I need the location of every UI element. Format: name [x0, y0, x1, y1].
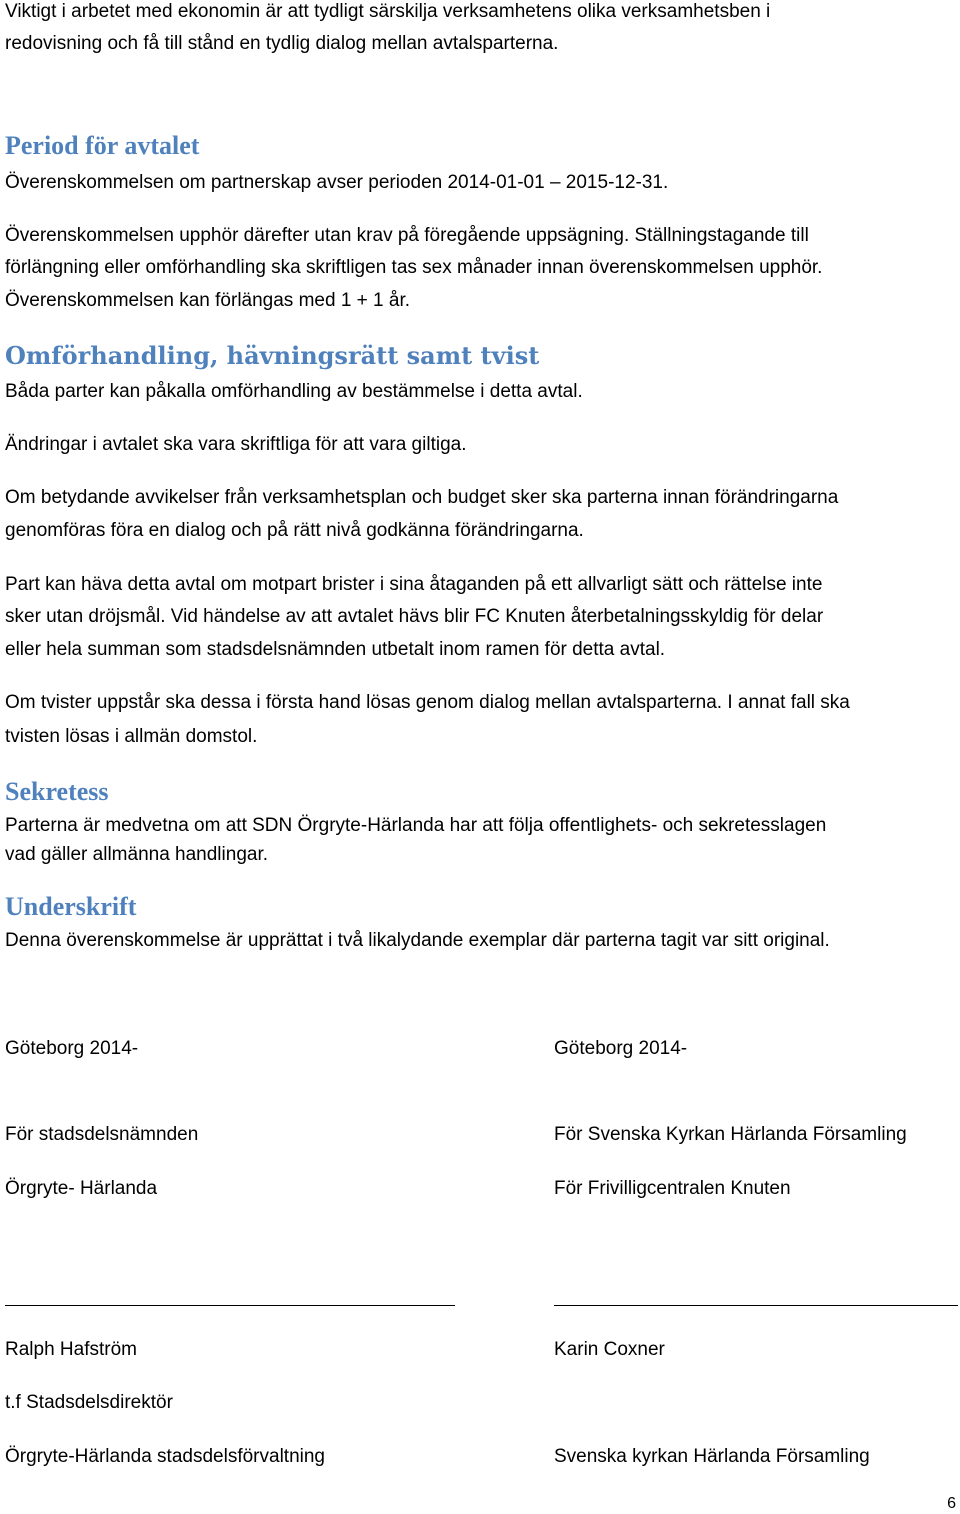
renegotiation-paragraph-4-line-1: Part kan häva detta avtal om motpart brister i sina åtaganden på ett allvarligt sätt och rättelse inte	[5, 574, 823, 595]
left-signer-title: t.f Stadsdelsdirektör	[5, 1392, 173, 1413]
period-paragraph-2-line-1: Överenskommelsen upphör därefter utan krav på föregående uppsägning. Ställningstagande till	[5, 225, 809, 246]
intro-line-1: Viktigt i arbetet med ekonomin är att tydligt särskilja verksamhetens olika verksamhetsben i	[5, 1, 771, 22]
intro-line-2: redovisning och få till stånd en tydlig dialog mellan avtalsparterna.	[5, 33, 559, 54]
signature-text: Denna överenskommelse är upprättat i två likalydande exemplar där parterna tagit var sitt original.	[5, 930, 830, 951]
renegotiation-paragraph-1: Båda parter kan påkalla omförhandling av bestämmelse i detta avtal.	[5, 381, 583, 402]
renegotiation-paragraph-4-line-3: eller hela summan som stadsdelsnämnden utbetalt inom ramen för detta avtal.	[5, 639, 666, 660]
left-signer-name: Ralph Hafström	[5, 1339, 137, 1360]
renegotiation-paragraph-3-line-2: genomföras föra en dialog och på rätt nivå godkänna förändringarna.	[5, 520, 584, 541]
right-signature-line	[554, 1305, 958, 1306]
renegotiation-paragraph-4-line-2: sker utan dröjsmål. Vid händelse av att avtalet hävs blir FC Knuten återbetalningsskyldig för delar	[5, 606, 824, 627]
left-for-line-2: Örgryte- Härlanda	[5, 1178, 158, 1199]
left-signature-line	[5, 1305, 455, 1306]
left-for-line-1: För stadsdelsnämnden	[5, 1124, 199, 1145]
right-for-line-2: För Frivilligcentralen Knuten	[554, 1178, 791, 1199]
heading-renegotiation: Omförhandling, hävningsrätt samt tvist	[5, 341, 540, 370]
right-signer-name: Karin Coxner	[554, 1339, 665, 1360]
renegotiation-paragraph-5-line-2: tvisten lösas i allmän domstol.	[5, 726, 258, 747]
heading-secrecy: Sekretess	[5, 777, 109, 806]
right-place-date: Göteborg 2014-	[554, 1038, 688, 1059]
period-paragraph-2-line-3: Överenskommelsen kan förlängas med 1 + 1 år.	[5, 290, 411, 311]
heading-signature: Underskrift	[5, 892, 137, 921]
left-place-date: Göteborg 2014-	[5, 1038, 139, 1059]
page-number: 6	[947, 1495, 956, 1512]
right-signer-org: Svenska kyrkan Härlanda Församling	[554, 1446, 870, 1467]
renegotiation-paragraph-5-line-1: Om tvister uppstår ska dessa i första hand lösas genom dialog mellan avtalsparterna. I annat fall ska	[5, 692, 850, 713]
period-paragraph-1: Överenskommelsen om partnerskap avser perioden 2014-01-01 – 2015-12-31.	[5, 172, 669, 193]
secrecy-line-1: Parterna är medvetna om att SDN Örgryte-Härlanda har att följa offentlighets- och sekretesslagen	[5, 815, 827, 836]
renegotiation-paragraph-3-line-1: Om betydande avvikelser från verksamhetsplan och budget sker ska parterna innan förändringarna	[5, 487, 839, 508]
secrecy-line-2: vad gäller allmänna handlingar.	[5, 844, 269, 865]
renegotiation-paragraph-2: Ändringar i avtalet ska vara skriftliga för att vara giltiga.	[5, 434, 467, 455]
period-paragraph-2-line-2: förlängning eller omförhandling ska skriftligen tas sex månader innan överenskommelsen upphör.	[5, 257, 823, 278]
left-signer-org: Örgryte-Härlanda stadsdelsförvaltning	[5, 1446, 325, 1467]
right-for-line-1: För Svenska Kyrkan Härlanda Församling	[554, 1124, 907, 1145]
heading-period: Period för avtalet	[5, 131, 200, 160]
